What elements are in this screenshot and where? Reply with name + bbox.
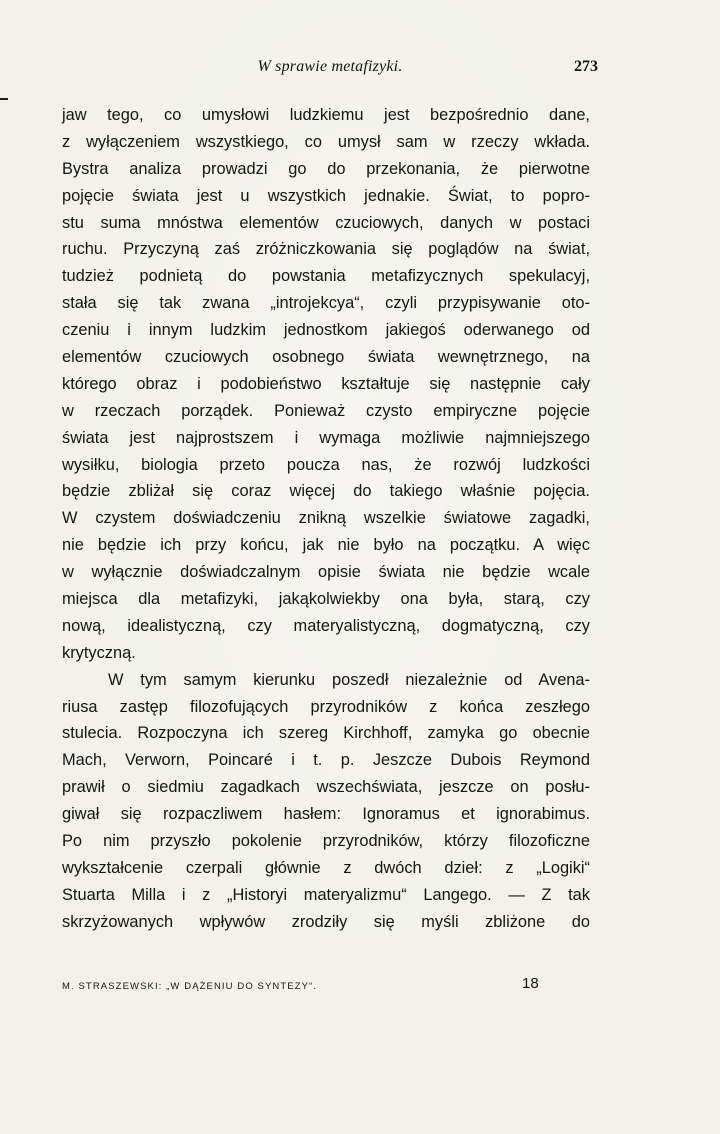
text-line: nie będzie ich przy końcu, jak nie było na początku. A więc — [62, 536, 590, 555]
page-footer — [62, 975, 590, 997]
text-line: miejsca dla metafizyki, jakąkolwiekby ona była, starą, czy — [62, 590, 590, 609]
text-line: Mach, Verworn, Poincaré i t. p. Jeszcze Dubois Reymond — [62, 751, 590, 770]
text-line: jaw tego, co umysłowi ludzkiemu jest bezpośrednio dane, — [62, 106, 590, 124]
text-line: czeniu i innym ludzkim jednostkom jakiegoś oderwanego od — [62, 321, 590, 340]
text-line: świata jest najprostszem i wymaga możliwie najmniejszego — [62, 428, 590, 447]
text-line: w rzeczach porządek. Ponieważ czysto empiryczne pojęcie — [62, 401, 590, 420]
text-line: stała się tak zwana „introjekcya“, czyli przypisywanie oto- — [62, 294, 590, 313]
text-line: W tym samym kierunku poszedł niezależnie od Avena- — [108, 670, 590, 689]
text-line: stulecia. Rozpoczyna ich szereg Kirchhoff, zamyka go obecnie — [62, 724, 590, 743]
page-number: 273 — [574, 58, 598, 75]
body-text — [62, 102, 590, 936]
text-line: giwał się rozpaczliwem hasłem: Ignoramus et ignorabimus. — [62, 805, 590, 824]
text-line: krytyczną. — [62, 643, 136, 662]
text-line: wykształcenie czerpali głównie z dwóch dzieł: z „Logiki“ — [62, 858, 590, 877]
text-line: stu suma mnóstwa elementów czuciowych, danych w postaci — [62, 213, 590, 232]
margin-mark — [0, 98, 8, 100]
text-line: wysiłku, biologia przeto poucza nas, że rozwój ludzkości — [62, 455, 590, 474]
text-line: W czystem doświadczeniu znikną wszelkie światowe zagadki, — [62, 509, 590, 528]
text-line: riusa zastęp filozofujących przyrodników z końca zeszłego — [62, 697, 590, 716]
text-line: ruchu. Przyczyną zaś zróżniczkowania się poglądów na świat, — [62, 240, 590, 259]
text-line: będzie zbliżał się coraz więcej do takiego właśnie pojęcia. — [62, 482, 590, 501]
text-line: elementów czuciowych osobnego świata wewnętrznego, na — [62, 348, 590, 367]
text-line: z wyłączeniem wszystkiego, co umysł sam w rzeczy wkłada. — [62, 132, 590, 151]
text-line: Stuarta Milla i z „Historyi materyalizmu“ Langego. — Z tak — [62, 885, 590, 904]
text-line: nową, idealistyczną, czy materyalistyczną, dogmatyczną, czy — [62, 616, 590, 635]
text-line: w wyłącznie doświadczalnym opisie świata nie będzie wcale — [62, 563, 590, 582]
paragraph-2 — [62, 667, 590, 936]
running-head — [62, 58, 598, 82]
printer-signature: M. STRASZEWSKI: „W DĄŻENIU DO SYNTEZY“. — [62, 981, 318, 992]
text-line: którego obraz i podobieństwo kształtuje się następnie cały — [62, 374, 590, 393]
text-line: tudzież podnietą do powstania metafizycznych spekulacyj, — [62, 267, 590, 286]
text-line: Bystra analiza prowadzi go do przekonania, że pierwotne — [62, 159, 590, 178]
paragraph-1 — [62, 102, 590, 667]
text-line: Po nim przyszło pokolenie przyrodników, którzy filozoficzne — [62, 832, 590, 851]
sheet-number: 18 — [522, 975, 539, 992]
text-line: pojęcie świata jest u wszystkich jednakie. Świat, to popro- — [62, 186, 590, 205]
running-title: W sprawie metafizyki. — [257, 58, 403, 75]
text-line: skrzyżowanych wpływów zrodziły się myśli zbliżone do — [62, 912, 590, 931]
text-line: prawił o siedmiu zagadkach wszechświata, jeszcze on posłu- — [62, 778, 590, 797]
